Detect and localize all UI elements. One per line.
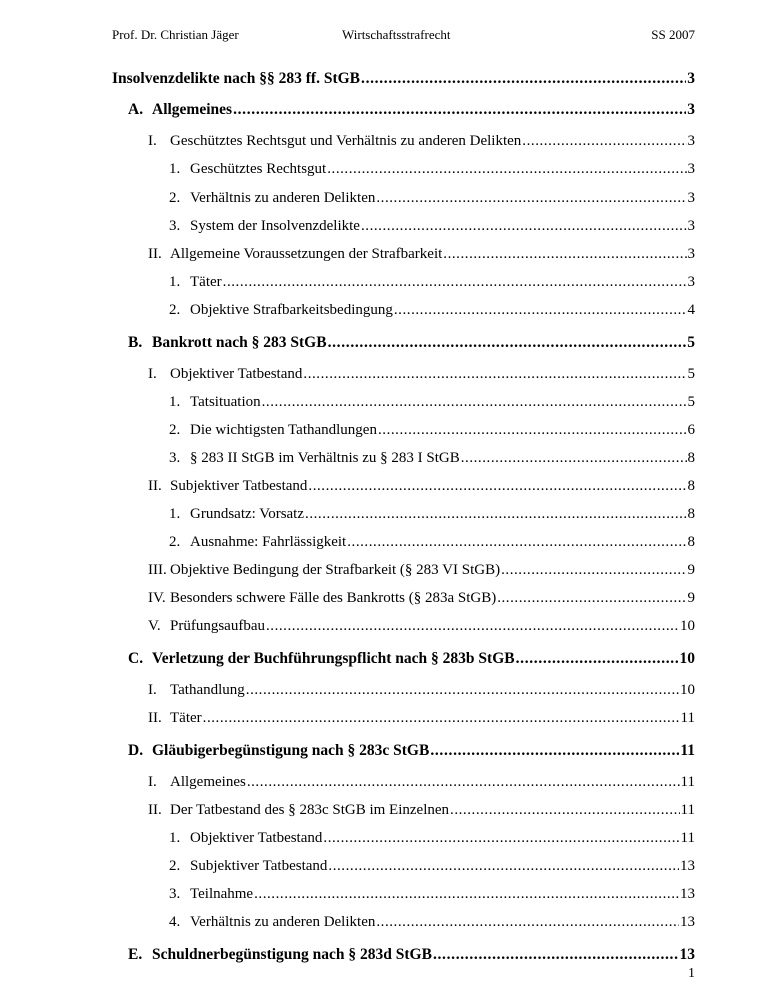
toc-entry-page: 13 — [680, 858, 695, 874]
toc-entry-number: 4. — [169, 914, 181, 930]
toc-leader-dots — [433, 946, 679, 964]
toc-leader-dots — [394, 302, 687, 319]
toc-entry-page: 10 — [680, 682, 695, 698]
toc-entry-number: 1. — [169, 274, 181, 290]
toc-entry-title: Teilnahme — [190, 886, 254, 902]
toc-leader-dots — [247, 774, 680, 791]
toc-leader-dots — [305, 506, 686, 523]
toc-entry-title: Besonders schwere Fälle des Bankrotts (§ 283a StGB) — [170, 590, 497, 606]
toc-leader-dots — [361, 218, 687, 235]
toc-entry-number: 1. — [169, 161, 181, 177]
header-author: Prof. Dr. Christian Jäger — [112, 27, 239, 42]
toc-entry-page: 9 — [687, 562, 695, 578]
toc-entry[interactable] — [169, 218, 695, 235]
toc-entry-title: Tatsituation — [190, 394, 261, 410]
toc-entry[interactable] — [169, 422, 695, 439]
toc-entry[interactable] — [169, 914, 695, 931]
toc-leader-dots — [430, 742, 679, 760]
toc-entry-number: 2. — [169, 190, 181, 206]
toc-entry-number: 2. — [169, 302, 181, 318]
toc-entry-number: 3. — [169, 218, 181, 234]
toc-entry-number: 2. — [169, 858, 181, 874]
toc-entry[interactable] — [148, 562, 695, 579]
toc-leader-dots — [246, 682, 679, 699]
toc-entry[interactable] — [169, 858, 695, 875]
toc-entry[interactable] — [148, 618, 695, 635]
toc-entry[interactable] — [148, 590, 695, 607]
toc-entry-title: Objektive Bedingung der Strafbarkeit (§ 283 VI StGB) — [170, 562, 501, 578]
toc-leader-dots — [378, 422, 687, 439]
toc-entry-page: 3 — [687, 218, 695, 234]
toc-entry-title: Objektiver Tatbestand — [170, 366, 303, 382]
toc-entry-number: II. — [148, 246, 162, 262]
toc-leader-dots — [443, 246, 686, 263]
toc-entry-title: Täter — [190, 274, 222, 290]
toc-entry-page: 5 — [687, 334, 695, 351]
toc-entry-number: I. — [148, 366, 157, 382]
toc-entry-number: 2. — [169, 534, 181, 550]
toc-entry[interactable] — [169, 830, 695, 847]
toc-leader-dots — [223, 274, 687, 291]
toc-entry-page: 9 — [687, 590, 695, 606]
toc-leader-dots — [323, 830, 679, 847]
toc-entry-title: Der Tatbestand des § 283c StGB im Einzelnen — [170, 802, 450, 818]
toc-entry[interactable] — [112, 70, 695, 88]
toc-entry-page: 11 — [680, 802, 695, 818]
toc-entry-page: 3 — [687, 70, 695, 87]
toc-entry-number: 3. — [169, 886, 181, 902]
toc-entry-number: III. — [148, 562, 167, 578]
toc-entry-title: Allgemeine Voraussetzungen der Strafbarkeit — [170, 246, 443, 262]
toc-entry-title: Die wichtigsten Tathandlungen — [190, 422, 377, 438]
toc-entry-page: 4 — [687, 302, 695, 318]
toc-entry-number: D. — [128, 742, 144, 759]
toc-entry-title: Tathandlung — [170, 682, 245, 698]
toc-entry-number: B. — [128, 334, 143, 351]
toc-entry-title: Gläubigerbegünstigung nach § 283c StGB — [152, 742, 430, 759]
toc-entry-number: I. — [148, 682, 157, 698]
toc-leader-dots — [376, 190, 686, 207]
toc-entry-title: System der Insolvenzdelikte — [190, 218, 360, 234]
toc-entry[interactable] — [148, 774, 695, 791]
toc-leader-dots — [308, 478, 686, 495]
toc-entry[interactable] — [169, 450, 695, 467]
toc-leader-dots — [361, 70, 686, 88]
toc-entry-number: V. — [148, 618, 161, 634]
toc-entry-title: Geschütztes Rechtsgut — [190, 161, 327, 177]
toc-entry-number: 3. — [169, 450, 181, 466]
toc-entry-page: 6 — [687, 422, 695, 438]
toc-entry[interactable] — [128, 946, 695, 964]
toc-entry-page: 11 — [680, 742, 695, 759]
page-number: 1 — [688, 966, 695, 981]
toc-entry[interactable] — [148, 246, 695, 263]
toc-entry[interactable] — [148, 802, 695, 819]
toc-entry-number: 1. — [169, 394, 181, 410]
toc-leader-dots — [328, 334, 687, 352]
toc-entry-title: Bankrott nach § 283 StGB — [152, 334, 327, 351]
toc-entry[interactable] — [169, 394, 695, 411]
toc-entry[interactable] — [148, 366, 695, 383]
toc-leader-dots — [262, 394, 687, 411]
toc-leader-dots — [266, 618, 679, 635]
toc-entry-page: 11 — [680, 710, 695, 726]
toc-entry-title: Objektive Strafbarkeitsbedingung — [190, 302, 393, 318]
toc-entry-title: Allgemeines — [170, 774, 246, 790]
toc-entry-number: II. — [148, 802, 162, 818]
toc-entry-number: C. — [128, 650, 144, 667]
toc-entry-title: Ausnahme: Fahrlässigkeit — [190, 534, 347, 550]
toc-entry-page: 8 — [687, 450, 695, 466]
toc-entry-title: Subjektiver Tatbestand — [170, 478, 308, 494]
toc-entry-number: II. — [148, 710, 162, 726]
toc-entry-page: 11 — [680, 830, 695, 846]
toc-entry[interactable] — [148, 710, 695, 727]
toc-entry[interactable] — [169, 534, 695, 551]
toc-entry[interactable] — [128, 742, 695, 760]
page-header — [0, 27, 768, 47]
toc-entry[interactable] — [128, 650, 695, 668]
toc-leader-dots — [233, 101, 686, 119]
toc-entry-page: 13 — [680, 914, 695, 930]
toc-leader-dots — [501, 562, 686, 579]
toc-entry-page: 8 — [687, 534, 695, 550]
toc-entry-page: 3 — [687, 274, 695, 290]
toc-entry-page: 3 — [687, 246, 695, 262]
toc-entry-page: 8 — [687, 506, 695, 522]
toc-entry-page: 3 — [687, 133, 695, 149]
toc-entry[interactable] — [169, 190, 695, 207]
toc-entry-number: 2. — [169, 422, 181, 438]
toc-leader-dots — [497, 590, 686, 607]
toc-entry-title: Verhältnis zu anderen Delikten — [190, 914, 376, 930]
toc-entry-page: 3 — [687, 161, 695, 177]
toc-entry-title: Geschütztes Rechtsgut und Verhältnis zu anderen Delikten — [170, 133, 522, 149]
toc-entry-page: 10 — [679, 650, 695, 667]
toc-entry[interactable] — [128, 101, 695, 119]
toc-leader-dots — [303, 366, 686, 383]
header-semester: SS 2007 — [651, 27, 695, 42]
toc-leader-dots — [450, 802, 680, 819]
toc-entry[interactable] — [169, 302, 695, 319]
toc-leader-dots — [522, 133, 686, 150]
toc-entry-title: Insolvenzdelikte nach §§ 283 ff. StGB — [112, 70, 361, 87]
toc-entry[interactable] — [169, 161, 695, 178]
toc-entry[interactable] — [128, 334, 695, 352]
toc-leader-dots — [516, 650, 679, 668]
toc-entry-title: Subjektiver Tatbestand — [190, 858, 328, 874]
toc-leader-dots — [328, 858, 679, 875]
toc-entry-page: 13 — [680, 886, 695, 902]
toc-entry-page: 10 — [680, 618, 695, 634]
toc-entry-number: I. — [148, 774, 157, 790]
toc-entry-page: 3 — [687, 101, 695, 118]
toc-entry-title: Prüfungsaufbau — [170, 618, 265, 634]
toc-entry-page: 5 — [687, 366, 695, 382]
toc-entry[interactable] — [148, 133, 695, 150]
toc-entry-number: E. — [128, 946, 143, 963]
toc-entry-title: Schuldnerbegünstigung nach § 283d StGB — [152, 946, 432, 963]
toc-entry-title: Objektiver Tatbestand — [190, 830, 323, 846]
toc-entry-number: I. — [148, 133, 157, 149]
toc-entry-title: Verhältnis zu anderen Delikten — [190, 190, 376, 206]
toc-entry-title: § 283 II StGB im Verhältnis zu § 283 I StGB — [190, 450, 460, 466]
toc-entry-page: 5 — [687, 394, 695, 410]
toc-entry[interactable] — [148, 478, 695, 495]
toc-entry-title: Täter — [170, 710, 202, 726]
toc-entry-page: 3 — [687, 190, 695, 206]
toc-entry-title: Grundsatz: Vorsatz — [190, 506, 305, 522]
toc-leader-dots — [327, 161, 686, 178]
toc-entry-number: II. — [148, 478, 162, 494]
toc-entry[interactable] — [169, 506, 695, 523]
toc-entry[interactable] — [169, 274, 695, 291]
toc-leader-dots — [347, 534, 686, 551]
toc-entry-number: 1. — [169, 830, 181, 846]
toc-entry-number: IV. — [148, 590, 166, 606]
toc-entry-page: 13 — [679, 946, 695, 963]
toc-leader-dots — [203, 710, 680, 727]
toc-entry-number: 1. — [169, 506, 181, 522]
toc-entry-title: Verletzung der Buchführungspflicht nach § 283b StGB — [152, 650, 515, 667]
toc-entry-number: A. — [128, 101, 144, 118]
toc-leader-dots — [461, 450, 687, 467]
toc-entry-page: 8 — [687, 478, 695, 494]
toc-entry-page: 11 — [680, 774, 695, 790]
toc-leader-dots — [254, 886, 679, 903]
toc-entry[interactable] — [169, 886, 695, 903]
header-course: Wirtschaftsstrafrecht — [342, 27, 451, 42]
toc-entry-title: Allgemeines — [152, 101, 233, 118]
toc-leader-dots — [376, 914, 679, 931]
toc-entry[interactable] — [148, 682, 695, 699]
